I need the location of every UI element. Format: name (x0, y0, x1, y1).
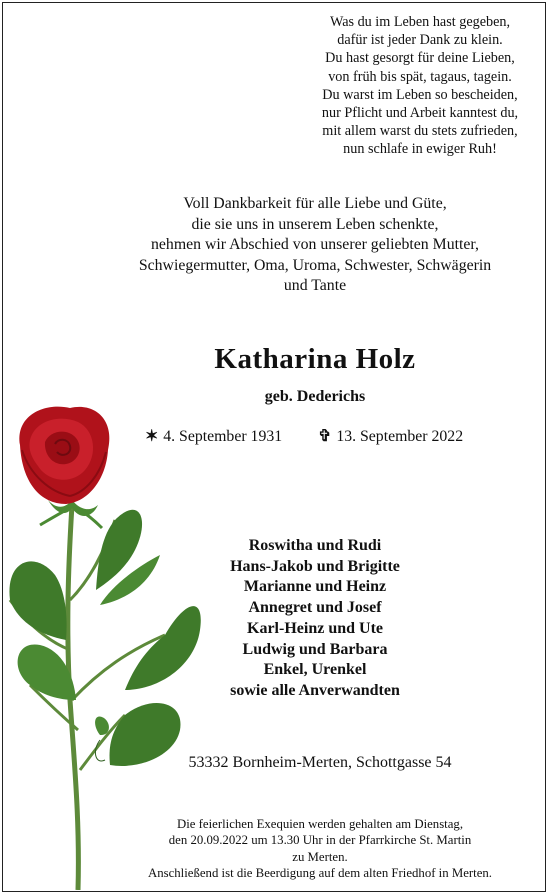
mourner-line: Ludwig und Barbara (242, 640, 388, 658)
mourner-line: Marianne und Heinz (243, 578, 387, 596)
mourner-line: sowie alle Anverwandten (230, 681, 400, 699)
deceased-name: Katharina Holz (214, 343, 416, 375)
poem (295, 13, 545, 159)
mourner-line: Roswitha und Rudi (248, 537, 382, 554)
poem-line: Du hast gesorgt für deine Lieben, (325, 50, 515, 67)
service-line: zu Merten. (292, 849, 348, 864)
intro-text (90, 194, 540, 297)
intro-line: nehmen wir Abschied von unserer geliebten Mutter, (151, 236, 479, 253)
star-icon: ✶ (145, 428, 159, 445)
mourner-line: Annegret und Josef (248, 599, 382, 617)
service-line: den 20.09.2022 um 13.30 Uhr in der Pfarrkirche St. Martin (168, 833, 472, 848)
poem-line: nun schlafe in ewiger Ruh! (343, 141, 497, 158)
poem-line: Was du im Leben hast gegeben, (329, 14, 511, 30)
intro-line: die sie uns in unserem Leben schenkte, (191, 215, 439, 233)
intro-line: Voll Dankbarkeit für alle Liebe und Güte, (183, 195, 447, 212)
poem-line: mit allem warst du stets zufrieden, (322, 123, 518, 140)
mourners-list (155, 536, 475, 702)
poem-line: nur Pflicht und Arbeit kanntest du, (321, 105, 519, 122)
intro-line: und Tante (283, 277, 347, 294)
family-address: 53332 Bornheim-Merten, Schottgasse 54 (188, 754, 452, 771)
poem-line: dafür ist jeder Dank zu klein. (337, 32, 503, 49)
mourner-line: Karl-Heinz und Ute (247, 619, 383, 637)
cross-icon: ✞ (318, 428, 332, 445)
service-info (100, 816, 540, 881)
mourner-line: Enkel, Urenkel (263, 661, 367, 679)
poem-line: von früh bis spät, tagaus, tagein. (328, 68, 512, 85)
maiden-name: geb. Dederichs (264, 388, 366, 405)
poem-line: Du warst im Leben so bescheiden, (322, 86, 518, 103)
mourner-line: Hans-Jakob und Brigitte (230, 557, 400, 575)
service-line: Die feierlichen Exequien werden gehalten am Dienstag, (176, 817, 464, 831)
birth-date: 4. September 1931 (163, 428, 283, 445)
service-line: Anschließend ist die Beerdigung auf dem alten Friedhof in Merten. (147, 865, 492, 880)
intro-line: Schwiegermutter, Oma, Uroma, Schwester, Schwägerin (138, 256, 492, 274)
death-date: 13. September 2022 (336, 428, 464, 445)
